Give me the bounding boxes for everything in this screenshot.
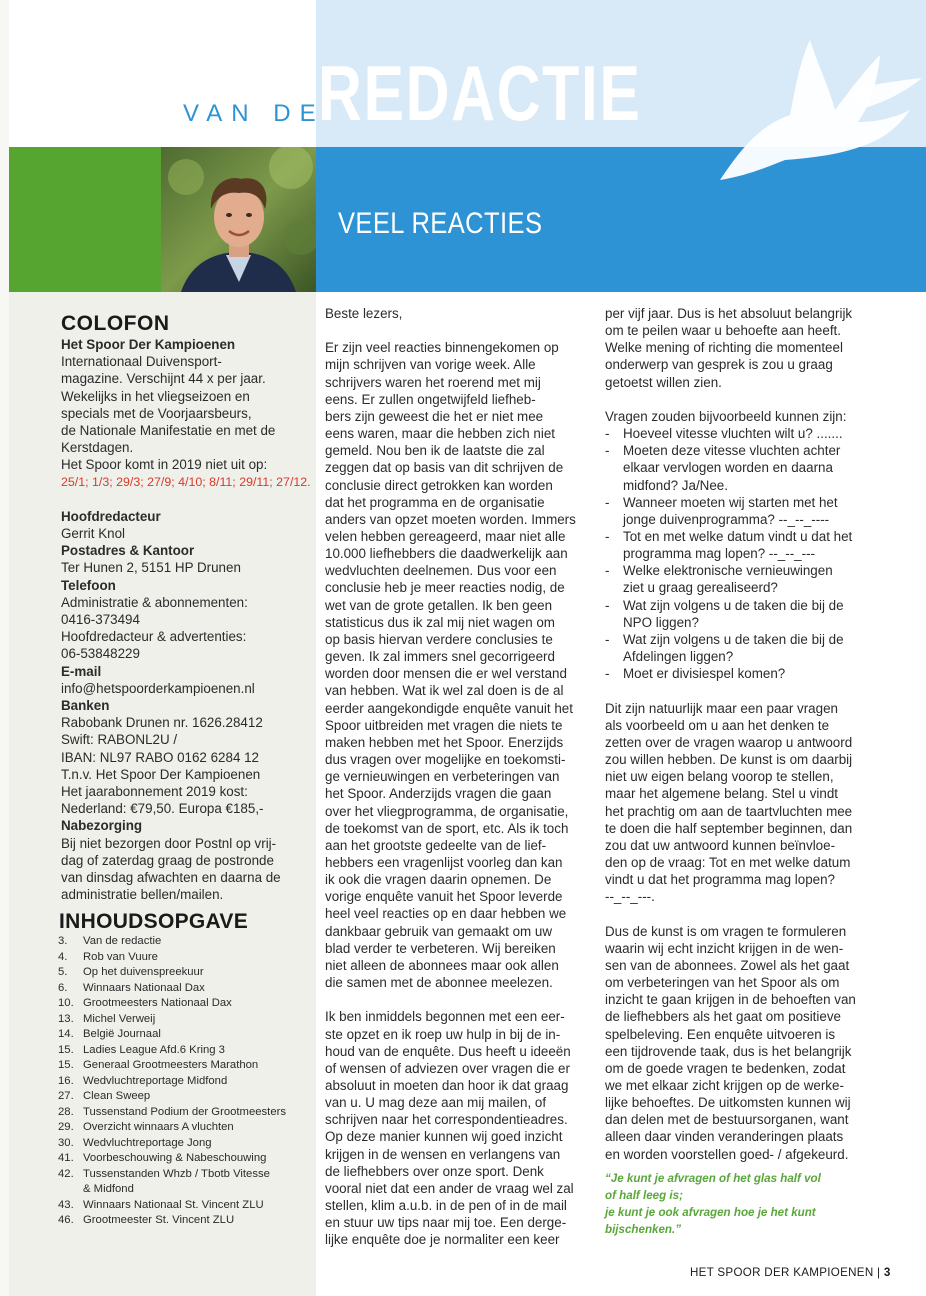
text-line: dat het programma en de organisatie: [325, 494, 545, 510]
text-line: stellen, klim a.u.b. in de pen of in de mail: [325, 1198, 567, 1214]
question-text: [623, 597, 844, 631]
bullet-dash: -: [605, 631, 610, 647]
question-text: [623, 425, 843, 442]
text-line: onderwerp van gesprek is zou u graag: [605, 357, 833, 373]
text-line: die samen met de abonnee meelezen.: [325, 975, 553, 991]
text-line: ge vernieuwingen en verbeteringen van: [325, 769, 560, 785]
text-line: te doen die half september beginnen, dan: [605, 820, 853, 836]
question-text: [623, 665, 785, 682]
text-line: het Spoor. Anderzijds vragen die gaan: [325, 786, 552, 802]
toc-title: Voorbeschouwing & Nabeschouwing: [83, 1152, 267, 1164]
colofon-block: [61, 336, 311, 904]
toc-page-number: 16.: [58, 1074, 74, 1087]
text-line: de toekomst van de sport, etc. Als ik toch: [325, 820, 569, 836]
text-line: aan het grootste gedeelte van de lief-: [325, 837, 547, 853]
email-address[interactable]: info@hetspoorderkampioenen.nl: [61, 680, 255, 696]
question-text: [623, 562, 833, 596]
text-line: programma mag lopen? --_--_---: [623, 546, 815, 562]
aftercare-line: administratie bellen/mailen.: [61, 887, 224, 903]
text-line: schrijven naar het correspondentieadres.: [325, 1112, 568, 1128]
colofon-intro-line: de Nationale Manifestatie en met de: [61, 423, 276, 439]
text-line: velen hebben gereageerd, maar niet alle: [325, 529, 566, 545]
text-line: en worden voorstellen goed- / afgekeurd.: [605, 1146, 849, 1162]
text-line: eens. Er zullen ongetwijfeld liefheb-: [325, 391, 536, 407]
text-line: Beste lezers,: [325, 306, 403, 321]
text-line: hebbers een vragenlijst voorleg dan kan: [325, 854, 563, 870]
footer-separator: |: [877, 1266, 881, 1279]
header-green-block: [9, 147, 161, 292]
text-line: Welke mening of richting die momenteel: [605, 340, 843, 356]
text-line: dan delen met de bestuursorganen, want: [605, 1112, 849, 1128]
text-line: op basis hiervan verdere conclusies te: [325, 631, 553, 647]
article-paragraph: [325, 1008, 589, 1248]
phone-editor-label: Hoofdredacteur & advertenties:: [61, 629, 247, 645]
toc-item[interactable]: [58, 981, 316, 997]
text-line: als voorbeeld om u aan het denken te: [605, 717, 830, 733]
toc-item[interactable]: [58, 934, 316, 950]
editor-name: Gerrit Knol: [61, 526, 125, 542]
toc-page-number: 4.: [58, 950, 68, 963]
aftercare-label: Nabezorging: [61, 818, 143, 834]
question-item: [605, 597, 869, 631]
text-line: wet van de grote getallen. Ik ben geen: [325, 597, 553, 613]
skip-dates: 25/1; 1/3; 29/3; 27/9; 4/10; 8/11; 29/11; 27/12.: [61, 474, 311, 489]
phone-editor: 06-53848229: [61, 646, 140, 662]
article-paragraph: [325, 339, 589, 991]
toc-item[interactable]: [58, 1012, 316, 1028]
address-label: Postadres & Kantoor: [61, 543, 195, 559]
text-line: statisticus dus ik zal mij niet wagen om: [325, 614, 555, 630]
text-line: Welke elektronische vernieuwingen: [623, 563, 833, 579]
quote-line: je kunt je ook afvragen hoe je het kunt: [605, 1206, 816, 1219]
text-line: eerder aangekondigde enquête vanuit het: [325, 700, 573, 716]
toc-title: Rob van Vuure: [83, 950, 158, 963]
text-line: zetten over de vragen waarop u antwoord: [605, 734, 853, 750]
text-line: Wat zijn volgens u de taken die bij de: [623, 631, 844, 647]
toc-page-number: [58, 1182, 83, 1198]
quote-line: “Je kunt je afvragen of het glas half vol: [605, 1172, 821, 1185]
text-line: Spoor uitbreiden met vragen die niets te: [325, 717, 563, 733]
text-line: vooral niet dat een ander de vraag wel zal: [325, 1180, 574, 1196]
banks-label: Banken: [61, 698, 110, 714]
toc-title: Tussenstand Podium der Grootmeesters: [83, 1105, 287, 1118]
text-line: lijke enquête doe je normaliter een keer: [325, 1232, 560, 1248]
text-line: Moet er divisiespel komen?: [623, 666, 786, 682]
toc-item[interactable]: [58, 1043, 316, 1059]
colofon-intro-line: Internationaal Duivensport-: [61, 354, 222, 370]
text-line: Dus de kunst is om vragen te formuleren: [605, 923, 847, 939]
text-line: lijke behoeftes. De uitkomsten kunnen wij: [605, 1095, 851, 1111]
text-line: inzicht te gaan krijgen in de behoeften van: [605, 992, 856, 1008]
text-line: eens waren, maar die hebben zich niet: [325, 426, 556, 442]
toc-page-number: 27.: [58, 1090, 74, 1102]
address: Ter Hunen 2, 5151 HP Drunen: [61, 560, 241, 576]
editor-photo: [161, 147, 316, 292]
email-label: E-mail: [61, 663, 102, 679]
portrait-image: [161, 147, 316, 292]
toc-title: & Midfond: [83, 1183, 134, 1195]
question-item: [605, 425, 869, 442]
text-line: Dit zijn natuurlijk maar een paar vragen: [605, 700, 838, 716]
text-line: vorige enquête vanuit het Spoor leverde: [325, 889, 563, 905]
toc-page-number: 15.: [58, 1059, 74, 1071]
question-text: [623, 494, 838, 528]
toc-page-number: 30.: [58, 1136, 74, 1149]
article-column-right: [605, 305, 869, 1180]
text-line: den op de vraag: Tot en met welke datum: [605, 854, 851, 870]
text-line: Wanneer moeten wij starten met het: [623, 494, 838, 510]
aftercare-line: Bij niet bezorgen door Postnl op vrij-: [61, 835, 277, 851]
question-item: [605, 442, 869, 493]
colofon-intro-line: Het Spoor komt in 2019 niet uit op:: [61, 457, 268, 473]
article-paragraph: [605, 700, 869, 906]
toc-item[interactable]: [58, 1213, 316, 1229]
page-footer: [690, 1266, 891, 1279]
toc-page-number: 42.: [58, 1167, 74, 1180]
text-line: waarin wij echt inzicht krijgen in de wen-: [605, 940, 844, 956]
text-line: Wat zijn volgens u de taken die bij de: [623, 597, 844, 613]
text-line: Moeten deze vitesse vluchten achter: [623, 443, 841, 459]
page-number: 3: [883, 1266, 891, 1279]
bullet-dash: -: [605, 494, 610, 510]
bank-line: Het jaarabonnement 2019 kost:: [61, 784, 248, 800]
text-line: 10.000 liefhebbers die daadwerkelijk aan: [325, 546, 568, 562]
toc-item[interactable]: [58, 1027, 316, 1043]
toc-title: Michel Verweij: [83, 1012, 156, 1025]
toc-item[interactable]: [58, 950, 316, 966]
text-line: krijgen in de wensen en verlangens van: [325, 1146, 561, 1162]
text-line: het prachtig om aan de taartvluchten mee: [605, 803, 853, 819]
toc-item[interactable]: [58, 965, 316, 981]
toc-page-number: 13.: [58, 1012, 74, 1025]
question-item: [605, 631, 869, 665]
toc-page-number: 5.: [58, 966, 68, 978]
text-line: Op deze manier kunnen wij goed inzicht: [325, 1129, 563, 1145]
bank-line: Swift: RABONL2U /: [61, 732, 178, 748]
text-line: worden door mensen die er wel verstand: [325, 666, 567, 682]
phone-admin-label: Administratie & abonnementen:: [61, 594, 248, 610]
toc-page-number: 10.: [58, 997, 74, 1009]
right-after-paragraphs: [605, 700, 869, 1163]
text-line: conclusie direct getrokken kan worden: [325, 477, 553, 493]
footer-magazine-name: HET SPOOR DER KAMPIOENEN: [690, 1266, 874, 1279]
text-line: zou dat uw antwoord kunnen beïnvloe-: [605, 837, 836, 853]
question-text: [623, 442, 840, 493]
text-line: dus vragen over mogelijke en toekomsti-: [325, 752, 566, 768]
text-line: spelbeleving. Een enquête uitvoeren is: [605, 1026, 836, 1042]
text-line: NPO liggen?: [623, 614, 699, 630]
text-line: wedvluchten deelnemen. Dus voor een: [325, 563, 557, 579]
question-text: [623, 631, 844, 665]
text-line: houd van de enquête. Dus heeft u ideeën: [325, 1043, 571, 1059]
toc-item[interactable]: [58, 1198, 316, 1214]
publication-name: Het Spoor Der Kampioenen: [61, 337, 236, 352]
text-line: ik ook die vragen daarin opnemen. De: [325, 872, 552, 888]
toc-title: Generaal Grootmeesters Marathon: [83, 1059, 259, 1071]
text-line: om de goede vragen te bedenken, zodat: [605, 1060, 846, 1076]
text-line: --_--_---.: [605, 889, 655, 905]
toc-item[interactable]: [58, 1105, 316, 1121]
article-title: VEEL REACTIES: [338, 207, 543, 240]
text-line: per vijf jaar. Dus is het absoluut belangrijk: [605, 306, 853, 321]
text-line: de liefhebbers over onze sport. Denk: [325, 1163, 544, 1179]
text-line: heel veel reacties op en daar hebben we: [325, 906, 567, 922]
text-line: om verbeteringen van het Spoor als om: [605, 975, 840, 991]
text-line: conclusie heb je meer reacties nodig, de: [325, 580, 565, 596]
text-line: niet alleen de abonnees maar ook allen: [325, 957, 559, 973]
text-line: niet uw eigen belang voorop te stellen,: [605, 769, 834, 785]
question-item: [605, 528, 869, 562]
article-paragraph: [605, 923, 869, 1163]
toc-page-number: 3.: [58, 935, 68, 947]
aftercare-line: van dinsdag afwachten en daarna de: [61, 870, 281, 886]
text-line: midfond? Ja/Nee.: [623, 477, 728, 493]
colofon-intro-line: magazine. Verschijnt 44 x per jaar.: [61, 371, 266, 387]
toc-list: [58, 934, 316, 1229]
text-line: of wensen of adviezen over vragen die er: [325, 1060, 570, 1076]
colofon-intro-line: specials met de Voorjaarsbeurs,: [61, 405, 252, 421]
quote-line: of half leeg is;: [605, 1189, 683, 1202]
text-line: sen van de abonnees. Zowel als het gaat: [605, 957, 850, 973]
toc-page-number: 15.: [58, 1043, 74, 1056]
bullet-dash: -: [605, 443, 610, 459]
toc-page-number: 6.: [58, 981, 68, 994]
bank-line: Rabobank Drunen nr. 1626.28412: [61, 715, 263, 731]
text-line: vindt u dat het programma mag lopen?: [605, 872, 836, 888]
text-line: en stuur uw tips naar mij toe. Een derge-: [325, 1215, 567, 1231]
aftercare-line: dag of zaterdag graag de postronde: [61, 852, 274, 868]
toc-title: Wedvluchtreportage Jong: [83, 1136, 212, 1149]
text-line: getoetst willen zien.: [605, 374, 722, 390]
questions-intro: Vragen zouden bijvoorbeeld kunnen zijn:: [605, 408, 847, 424]
toc-title: Winnaars Nationaal St. Vincent ZLU: [83, 1198, 264, 1211]
article-paragraph: [325, 305, 589, 322]
text-line: mijn schrijven van vorige week. Alle: [325, 357, 536, 373]
text-line: geven. Ik zal immers snel gecorrigeerd: [325, 649, 555, 665]
right-intro-paragraph: [605, 305, 869, 391]
quote-line: bijschenken.”: [605, 1223, 682, 1236]
bullet-dash: -: [605, 563, 610, 579]
toc-page-number: 43.: [58, 1198, 74, 1211]
toc-title: Overzicht winnaars A vluchten: [83, 1121, 234, 1133]
text-line: van u. U mag deze aan mij mailen, of: [325, 1095, 547, 1111]
question-item: [605, 562, 869, 596]
text-line: Afdelingen liggen?: [623, 649, 734, 665]
bank-line: Nederland: €79,50. Europa €185,-: [61, 801, 264, 817]
toc-page-number: 28.: [58, 1105, 74, 1118]
text-line: bers zijn geweest die het er niet mee: [325, 408, 544, 424]
text-line: om te peilen waar u behoefte aan heeft.: [605, 323, 841, 339]
bullet-dash: -: [605, 426, 610, 442]
text-line: Er zijn veel reacties binnengekomen op: [325, 340, 559, 356]
text-line: maken hebben met het Spoor. Enerzijds: [325, 734, 564, 750]
question-item: [605, 494, 869, 528]
text-line: Tot en met welke datum vindt u dat het: [623, 529, 853, 545]
header-prefix: VAN DE: [183, 100, 325, 127]
toc-page-number: 29.: [58, 1121, 74, 1133]
bullet-dash: -: [605, 597, 610, 613]
text-line: ste opzet en ik roep uw hulp in bij de in-: [325, 1026, 561, 1042]
pull-quote: [605, 1170, 869, 1238]
colofon-intro-line: Wekelijks in het vliegseizoen en: [61, 388, 250, 404]
header-title: REDACTIE: [318, 49, 642, 137]
dove-illustration: [700, 30, 926, 190]
toc-item[interactable]: [58, 1089, 316, 1105]
question-text: [623, 528, 852, 562]
text-line: een tijdrovende taak, dus is het belangrijk: [605, 1043, 852, 1059]
toc-title: Clean Sweep: [83, 1090, 151, 1102]
toc-title: Grootmeester St. Vincent ZLU: [83, 1214, 235, 1226]
toc-title: Ladies League Afd.6 Kring 3: [83, 1043, 225, 1056]
phone-admin: 0416-373494: [61, 612, 140, 628]
toc-item[interactable]: [58, 1058, 316, 1074]
text-line: gemeld. Nou ben ik de laatste die zal: [325, 443, 545, 459]
bullet-dash: -: [605, 666, 610, 682]
toc-item[interactable]: [58, 1136, 316, 1152]
toc-item[interactable]: [58, 1167, 316, 1183]
text-line: blad verder te verbeteren. Wij bereiken: [325, 940, 556, 956]
text-line: we met elkaar zicht krijgen op de werke-: [605, 1077, 844, 1093]
bank-line: T.n.v. Het Spoor Der Kampioenen: [61, 766, 261, 782]
toc-page-number: 46.: [58, 1214, 74, 1226]
text-line: zou willen hebben. De kunst is om daarbij: [605, 752, 853, 768]
bullet-dash: -: [605, 529, 610, 545]
toc-title: Winnaars Nationaal Dax: [83, 981, 205, 994]
text-line: anders van opzet moeten worden. Immers: [325, 511, 576, 527]
toc-heading: INHOUDSOPGAVE: [59, 910, 249, 933]
text-line: van hebben. Wat ik wel zal doen is de al: [325, 683, 564, 699]
editor-label: Hoofdredacteur: [61, 508, 161, 524]
text-line: over het vliegprogramma, de organisatie,: [325, 803, 569, 819]
text-line: zeggen dat op basis van dit schrijven de: [325, 460, 564, 476]
text-line: ziet u graag gerealiseerd?: [623, 580, 778, 596]
text-line: Ik ben inmiddels begonnen met een eer-: [325, 1009, 565, 1025]
article-column-middle: [325, 305, 589, 1266]
colofon-intro-line: Kerstdagen.: [61, 440, 134, 456]
toc-page-number: 14.: [58, 1028, 74, 1040]
toc-title: Van de redactie: [83, 935, 162, 947]
toc-title: Tussenstanden Whzb / Tbotb Vitesse: [83, 1167, 270, 1180]
toc-item[interactable]: [58, 1074, 316, 1090]
toc-title: Op het duivenspreekuur: [83, 966, 204, 978]
text-line: de liefhebbers als het gaat om positieve: [605, 1009, 841, 1025]
phone-label: Telefoon: [61, 577, 116, 593]
text-line: maar het algemene belang. Stel u vindt: [605, 786, 838, 802]
colofon-heading: COLOFON: [61, 312, 170, 335]
questions-list: [605, 425, 869, 682]
text-line: schrijvers waren het roerend met mij: [325, 374, 541, 390]
page-edge: [0, 0, 9, 1296]
bank-line: IBAN: NL97 RABO 0162 6284 12: [61, 749, 260, 765]
toc-title: Grootmeesters Nationaal Dax: [83, 997, 232, 1009]
text-line: alleen daar vinden veranderingen plaats: [605, 1129, 844, 1145]
toc-item[interactable]: [58, 996, 316, 1012]
text-line: jonge duivenprogramma? --_--_----: [623, 511, 830, 527]
text-line: absoluut in moeten dan hoor ik dat graag: [325, 1078, 569, 1093]
toc-item[interactable]: [58, 1120, 316, 1136]
toc-title: Wedvluchtreportage Midfond: [83, 1074, 228, 1087]
toc-page-number: 41.: [58, 1152, 74, 1164]
toc-item[interactable]: [58, 1151, 316, 1167]
question-item: [605, 665, 869, 682]
text-line: Hoeveel vitesse vluchten wilt u? .......: [623, 426, 843, 442]
text-line: dankbaar gebruik van gemaakt om uw: [325, 923, 553, 939]
text-line: elkaar vervlogen worden en daarna: [623, 460, 833, 476]
toc-title: België Journaal: [83, 1028, 161, 1040]
toc-item[interactable]: [58, 1182, 316, 1198]
